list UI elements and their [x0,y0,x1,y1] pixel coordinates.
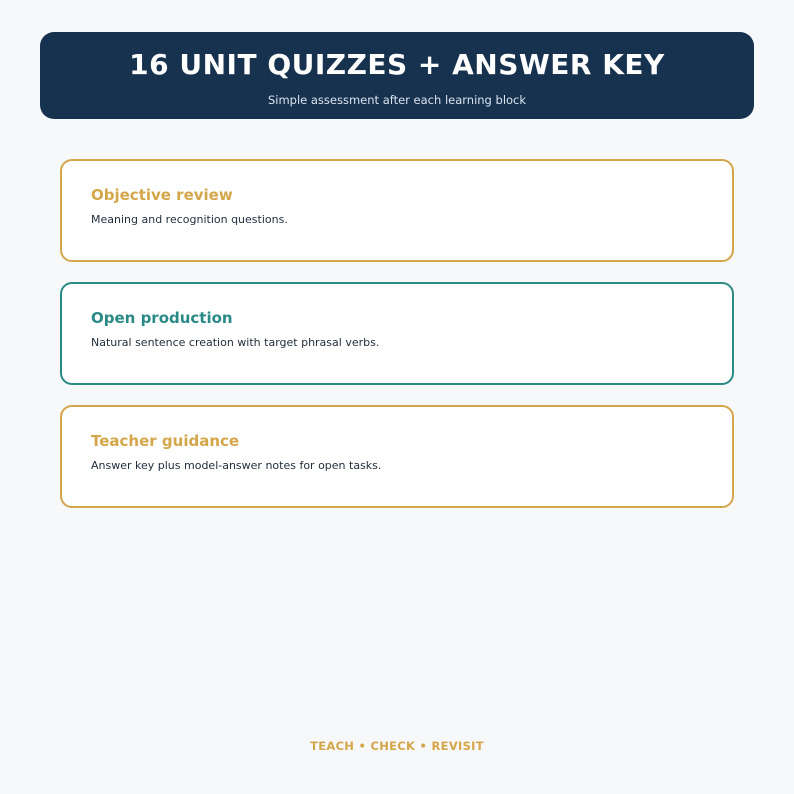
card-teacher-guidance [60,405,734,508]
footer-tagline: TEACH • CHECK • REVISIT [310,739,484,753]
card-title: Teacher guidance [91,432,240,450]
card-objective-review [60,159,734,262]
header-banner [40,32,754,119]
page-subtitle: Simple assessment after each learning block [267,93,527,107]
card-description: Natural sentence creation with target phrasal verbs. [91,336,380,349]
card-description: Answer key plus model-answer notes for open tasks. [91,459,382,472]
card-description: Meaning and recognition questions. [91,213,288,226]
page-title: 16 UNIT QUIZZES + ANSWER KEY [129,48,665,81]
card-open-production [60,282,734,385]
card-title: Objective review [91,186,233,204]
card-title: Open production [91,309,233,327]
